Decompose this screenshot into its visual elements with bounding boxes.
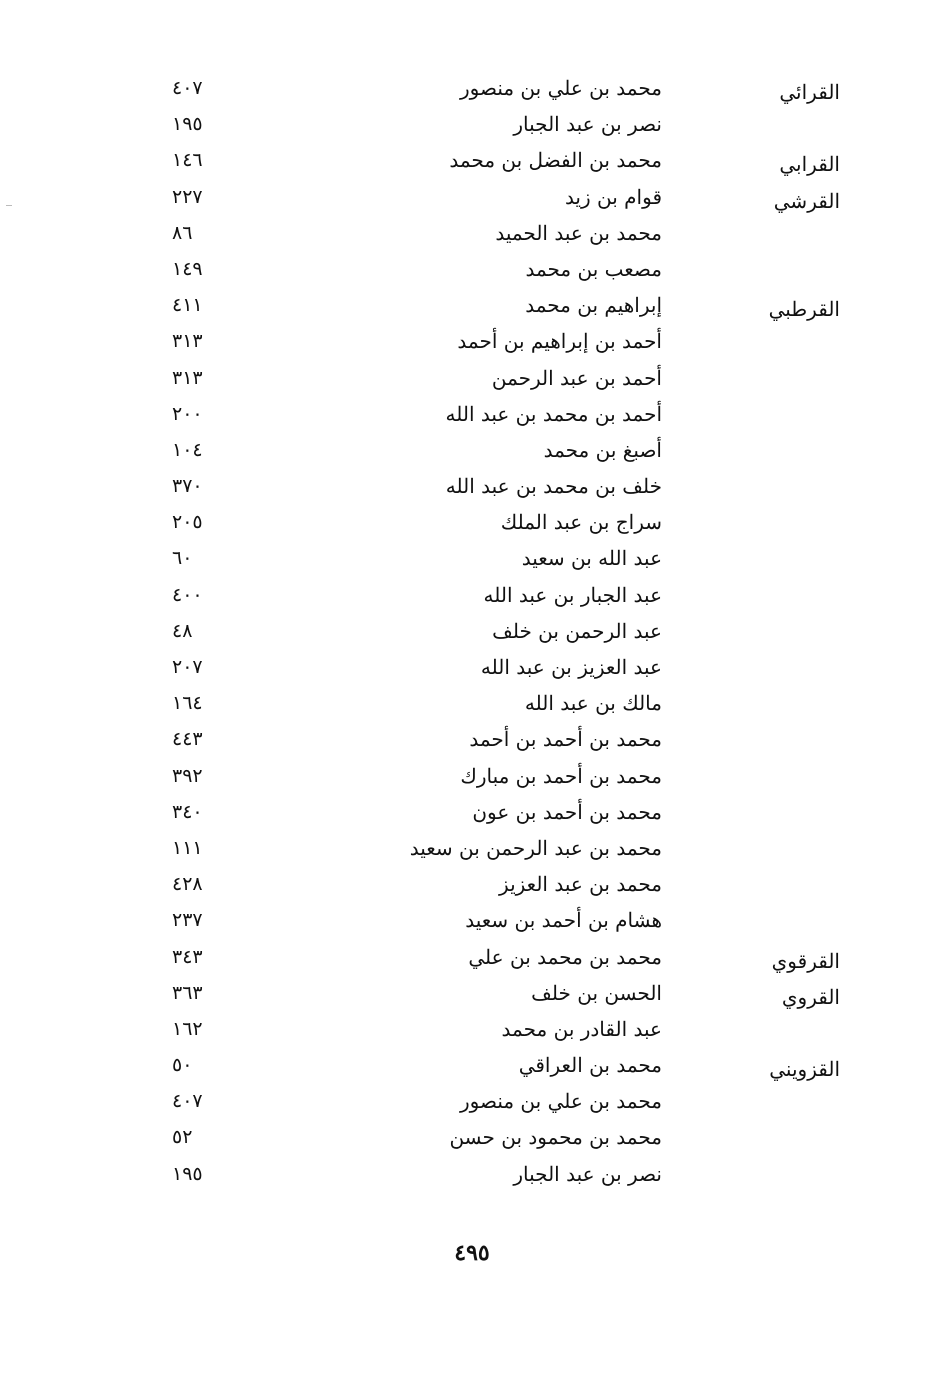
index-entry: [0, 70, 944, 106]
entry-name: محمد بن أحمد بن مبارك: [460, 763, 662, 788]
index-entry: [0, 106, 944, 142]
entry-name: هشام بن أحمد بن سعيد: [465, 908, 662, 933]
entry-name: خلف بن محمد بن عبد الله: [445, 474, 662, 499]
page-number: ٤٩٥: [454, 1240, 490, 1266]
entry-name: مالك بن عبد الله: [524, 691, 662, 716]
entry-name: محمد بن أحمد بن أحمد: [469, 727, 662, 752]
entry-name: نصر بن عبد الجبار: [513, 1161, 662, 1186]
entry-name: أحمد بن محمد بن عبد الله: [445, 401, 662, 426]
index-entry: [0, 396, 944, 432]
entry-name: عبد القادر بن محمد: [501, 1016, 662, 1041]
entry-page-ref: ٥٢: [172, 1126, 193, 1149]
entry-page-ref: ٦٠: [172, 547, 193, 570]
entry-nisba: القرطبي: [768, 297, 840, 322]
entry-name: محمد بن عبد الحميد: [495, 220, 662, 245]
entry-page-ref: ٣٦٣: [172, 981, 203, 1004]
entry-name: عبد الله بن سعيد: [521, 546, 662, 571]
entry-name: محمد بن العراقي: [518, 1053, 662, 1078]
entry-name: محمد بن عبد العزيز: [499, 872, 662, 897]
index-list: [0, 70, 944, 1192]
entry-page-ref: ٤٨: [172, 619, 193, 642]
entry-name: الحسن بن خلف: [531, 980, 662, 1005]
index-entry: [0, 360, 944, 396]
entry-page-ref: ٤٤٣: [172, 728, 203, 751]
entry-name: أحمد بن عبد الرحمن: [491, 365, 662, 390]
index-entry: [0, 540, 944, 576]
entry-page-ref: ١٩٥: [172, 1162, 203, 1185]
index-entry: [0, 468, 944, 504]
entry-name: عبد الجبار بن عبد الله: [483, 582, 662, 607]
index-entry: [0, 215, 944, 251]
index-entry: [0, 758, 944, 794]
index-entry: [0, 1047, 944, 1083]
entry-name: سراج بن عبد الملك: [500, 510, 662, 535]
entry-page-ref: ٢٠٥: [172, 511, 203, 534]
entry-name: قوام بن زيد: [564, 184, 662, 209]
index-entry: [0, 866, 944, 902]
entry-name: أصبغ بن محمد: [543, 437, 662, 462]
entry-name: نصر بن عبد الجبار: [513, 112, 662, 137]
index-entry: [0, 613, 944, 649]
entry-nisba: القرقوي: [771, 948, 840, 973]
index-entry: [0, 504, 944, 540]
entry-nisba: القرابي: [779, 152, 840, 177]
entry-page-ref: ٨٦: [172, 221, 193, 244]
index-entry: [0, 1083, 944, 1119]
entry-page-ref: ٢٠٧: [172, 656, 203, 678]
entry-page-ref: ٢٢٧: [172, 185, 203, 208]
entry-page-ref: ١٦٢: [172, 1017, 203, 1040]
index-entry: [0, 830, 944, 866]
entry-page-ref: ١٩٥: [172, 113, 203, 136]
entry-page-ref: ١٠٤: [172, 438, 203, 461]
entry-page-ref: ١٤٦: [172, 149, 203, 172]
entry-name: محمد بن علي بن منصور: [459, 76, 662, 100]
index-entry: [0, 1119, 944, 1155]
entry-page-ref: ٣١٣: [172, 330, 203, 353]
index-entry: [0, 685, 944, 721]
entry-page-ref: ٤٢٨: [172, 873, 203, 896]
entry-page-ref: ٢٠٠: [172, 402, 203, 425]
entry-page-ref: ٤٠٠: [172, 583, 203, 606]
entry-name: أحمد بن إبراهيم بن أحمد: [457, 329, 662, 354]
entry-page-ref: ٤٠٧: [172, 1090, 203, 1113]
index-entry: [0, 142, 944, 178]
index-entry: [0, 649, 944, 685]
entry-page-ref: ١٦٤: [172, 692, 203, 715]
index-entry: [0, 179, 944, 215]
entry-page-ref: ١١١: [172, 836, 203, 859]
entry-page-ref: ٣٩٢: [172, 764, 203, 787]
index-entry: [0, 1011, 944, 1047]
index-entry: [0, 323, 944, 359]
index-entry: [0, 902, 944, 938]
entry-name: مصعب بن محمد: [525, 256, 662, 281]
entry-page-ref: ٤٠٧: [172, 77, 203, 99]
index-entry: [0, 577, 944, 613]
index-entry: [0, 975, 944, 1011]
entry-nisba: القرائي: [779, 80, 840, 104]
entry-page-ref: ٣٤٣: [172, 945, 203, 968]
entry-nisba: القزويني: [769, 1057, 840, 1082]
entry-name: إبراهيم بن محمد: [525, 293, 662, 318]
index-entry: [0, 721, 944, 757]
index-entry: [0, 1156, 944, 1192]
entry-page-ref: ٢٣٧: [172, 909, 203, 932]
entry-nisba: القرشي: [773, 188, 840, 213]
entry-name: عبد العزيز بن عبد الله: [480, 655, 662, 679]
entry-page-ref: ٣٧٠: [172, 475, 203, 498]
index-entry: [0, 251, 944, 287]
entry-page-ref: ٣٤٠: [172, 800, 203, 823]
entry-name: محمد بن الفضل بن محمد: [449, 148, 662, 173]
entry-page-ref: ٤١١: [172, 294, 203, 317]
entry-name: عبد الرحمن بن خلف: [492, 618, 662, 643]
entry-name: محمد بن محمود بن حسن: [449, 1125, 662, 1150]
entry-page-ref: ٣١٣: [172, 366, 203, 389]
entry-name: محمد بن محمد بن علي: [468, 944, 662, 969]
index-entry: [0, 794, 944, 830]
index-entry: [0, 432, 944, 468]
entry-name: محمد بن علي بن منصور: [459, 1089, 662, 1114]
index-entry: [0, 287, 944, 323]
entry-page-ref: ١٤٩: [172, 257, 203, 280]
index-entry: [0, 939, 944, 975]
entry-name: محمد بن أحمد بن عون: [472, 799, 662, 824]
entry-name: محمد بن عبد الرحمن بن سعيد: [409, 835, 662, 860]
entry-page-ref: ٥٠: [172, 1054, 193, 1077]
entry-nisba: القروي: [781, 984, 840, 1009]
